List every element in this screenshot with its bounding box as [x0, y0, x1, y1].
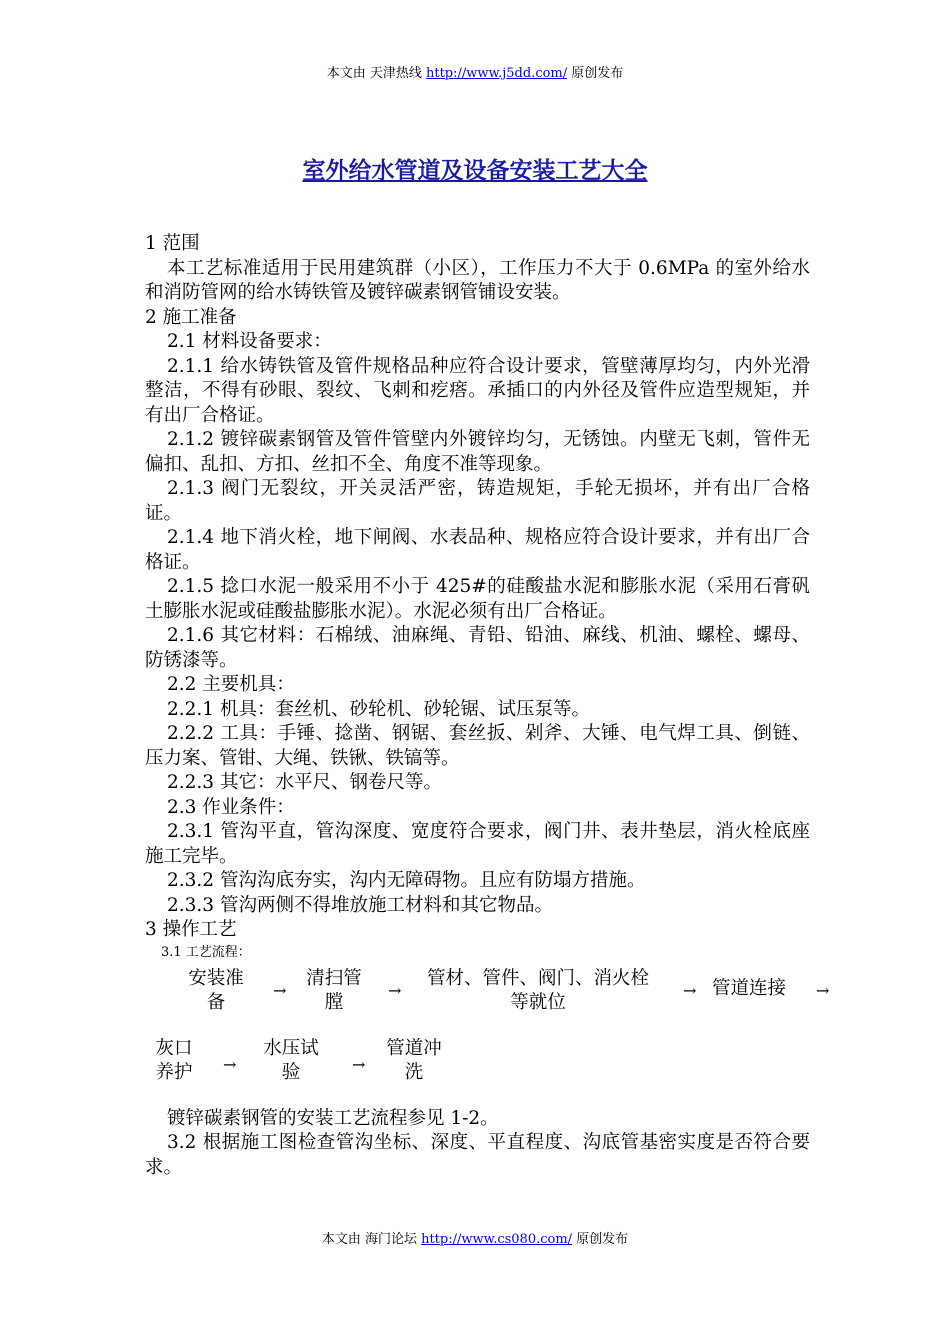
flow-arrow-2: →: [388, 980, 402, 1000]
paragraph-2-1-6: 2.1.6 其它材料：石棉绒、油麻绳、青铅、铅油、麻线、机油、螺栓、螺母、防锈漆等。: [145, 625, 810, 671]
footer-suffix: 原创发布: [572, 1232, 629, 1247]
flow-step-5-line1: 灰口: [155, 1037, 193, 1059]
subsection-heading-2-2: 2.2 主要机具：: [167, 674, 295, 695]
flow-step-1-line1: 安装准: [188, 967, 244, 989]
process-flow: [145, 963, 830, 1107]
flow-step-4-line1: 管道连接: [711, 977, 786, 999]
paragraph-2-1-4: 2.1.4 地下消火栓，地下闸阀、水表品种、规格应符合设计要求，并有出厂合格证。: [145, 527, 810, 573]
paragraph-2-1-3: 2.1.3 阀门无裂纹，开关灵活严密，铸造规矩，手轮无损坏，并有出厂合格证。: [145, 478, 810, 524]
page-footer: [0, 1232, 950, 1248]
paragraph-2-2-2: 2.2.2 工具：手锤、捻凿、钢锯、套丝扳、剁斧、大锤、电气焊工具、倒链、压力案、管钳、大绳、铁锹、铁镐等。: [145, 723, 810, 769]
paragraph-2-3-3: 2.3.3 管沟两侧不得堆放施工材料和其它物品。: [167, 894, 553, 916]
flow-step-6-line2: 验: [281, 1061, 301, 1083]
flow-step-3-line2: 等就位: [510, 991, 566, 1013]
subsection-heading-2-1: 2.1 材料设备要求：: [167, 331, 332, 352]
paragraph-flow-note: 镀锌碳素钢管的安装工艺流程参见 1-2。: [167, 1107, 499, 1129]
flow-step-5-line2: 养护: [155, 1061, 193, 1083]
flow-step-2: [293, 967, 375, 1015]
flow-step-7-line2: 洗: [404, 1061, 424, 1083]
flow-arrow-5: →: [223, 1054, 237, 1074]
paragraph-3-2: 3.2 根据施工图检查管沟坐标、深度、平直程度、沟底管基密实度是否符合要求。: [145, 1132, 810, 1178]
document-title[interactable]: 室外给水管道及设备安装工艺大全: [302, 157, 648, 184]
flow-step-7: [373, 1037, 455, 1085]
flow-arrow-3: →: [683, 980, 697, 1000]
paragraph-2-1-1: 2.1.1 给水铸铁管及管件规格品种应符合设计要求，管壁薄厚均匀，内外光滑整洁，不得有砂眼、裂纹、飞刺和疙瘩。承插口的内外径及管件应造型规矩，并有出厂合格证。: [145, 355, 810, 426]
flow-arrow-4: →: [816, 980, 830, 1000]
subsection-heading-3-1: 3.1 工艺流程：: [161, 944, 251, 960]
header-prefix: 本文由 天津热线: [326, 66, 426, 81]
flow-step-3: [411, 967, 665, 1015]
flow-step-5: [145, 1037, 203, 1085]
page-header: [0, 66, 950, 82]
flow-step-6: [250, 1037, 332, 1085]
flow-step-7-line1: 管道冲: [386, 1037, 442, 1059]
flow-step-4: [701, 977, 797, 1001]
paragraph-2-2-1: 2.2.1 机具：套丝机、砂轮机、砂轮锯、试压泵等。: [167, 698, 590, 720]
flow-step-1-line2: 备: [206, 991, 226, 1013]
flow-step-3-line1: 管材、管件、阀门、消火栓: [426, 967, 649, 989]
section-heading-1: 1 范围: [145, 233, 200, 254]
paragraph-2-3-2: 2.3.2 管沟沟底夯实，沟内无障碍物。且应有防塌方措施。: [167, 870, 646, 891]
paragraph-scope: 本工艺标准适用于民用建筑群（小区），工作压力不大于 0.6MPa 的室外给水和消防管网的给水铸铁管及镀锌碳素钢管铺设安装。: [145, 257, 810, 303]
paragraph-2-2-3: 2.2.3 其它：水平尺、钢卷尺等。: [167, 772, 442, 793]
flow-step-2-line1: 清扫管: [306, 967, 362, 989]
header-link[interactable]: http://www.j5dd.com/: [425, 66, 568, 81]
flow-step-6-line1: 水压试: [263, 1037, 319, 1059]
paragraph-2-1-5: 2.1.5 捻口水泥一般采用不小于 425#的硅酸盐水泥和膨胀水泥（采用石膏矾土膨胀水泥或硅酸盐膨胀水泥）。水泥必须有出厂合格证。: [145, 576, 810, 622]
flow-arrow-6: →: [352, 1054, 366, 1074]
flow-step-1: [175, 967, 257, 1015]
paragraph-2-3-1: 2.3.1 管沟平直，管沟深度、宽度符合要求，阀门井、表井垫层，消火栓底座施工完毕。: [145, 821, 810, 867]
footer-link[interactable]: http://www.cs080.com/: [421, 1232, 573, 1247]
section-heading-3: 3 操作工艺: [145, 919, 237, 940]
document-body: [145, 232, 830, 1180]
section-heading-2: 2 施工准备: [145, 306, 237, 328]
paragraph-2-1-2: 2.1.2 镀锌碳素钢管及管件管壁内外镀锌均匀，无锈蚀。内壁无飞刺，管件无偏扣、乱扣、方扣、丝扣不全、角度不准等现象。: [145, 429, 810, 475]
header-suffix: 原创发布: [567, 66, 624, 81]
subsection-heading-2-3: 2.3 作业条件：: [167, 796, 295, 818]
footer-prefix: 本文由 海门论坛: [321, 1232, 422, 1247]
flow-step-2-line2: 膛: [324, 991, 344, 1013]
flow-arrow-1: →: [273, 980, 287, 1000]
